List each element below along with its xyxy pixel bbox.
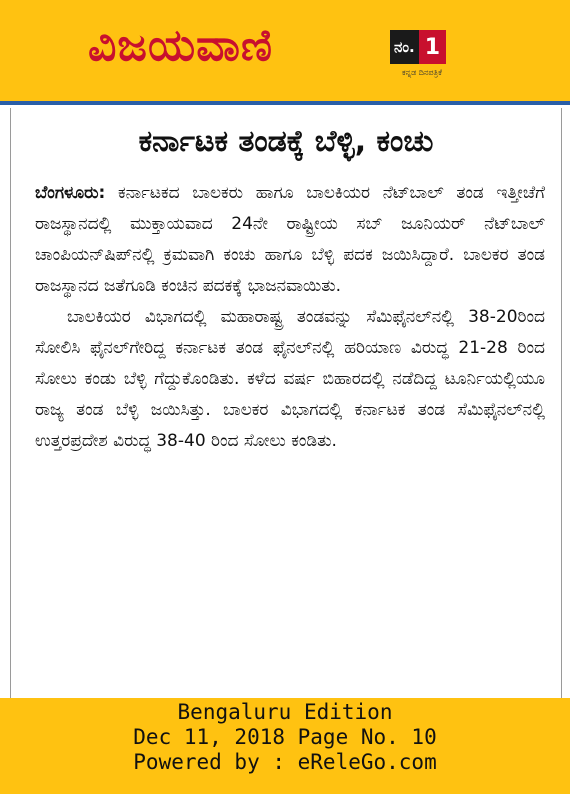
paragraph-2: ಬಾಲಕಿಯರ ವಿಭಾಗದಲ್ಲಿ ಮಹಾರಾಷ್ಟ್ರ ತಂಡವನ್ನು ಸೆಮಿಫೈನಲ್‌ನಲ್ಲಿ 38-20ರಿಂದ ಸೋಲಿಸಿ ಫೈನಲ್‌ಗೇರಿದ್ದ ಕರ್ನಾಟಕ ತಂಡ ಫೈನಲ್‌ನಲ್ಲಿ ಹರಿಯಾಣ ವಿರುದ್ಧ 21-28 ರಿಂದ ಸೋಲು ಕಂಡು ಬೆಳ್ಳಿ ಗೆದ್ದುಕೊಂಡಿತು. ಕಳೆದ ವರ್ಷ ಬಿಹಾರದಲ್ಲಿ ನಡೆದಿದ್ದ ಟೂರ್ನಿಯಲ್ಲಿಯೂ ರಾಜ್ಯ ತಂಡ ಬೆಳ್ಳಿ ಜಯಿಸಿತ್ತು. ಬಾಲಕರ ವಿಭಾಗದಲ್ಲಿ ಕರ್ನಾಟಕ ತಂಡ ಸೆಮಿಫೈನಲ್‌ನಲ್ಲಿ ಉತ್ತರಪ್ರದೇಶ ವಿರುದ್ಧ 38-40 ರಿಂದ ಸೋಲು ಕಂಡಿತು. (35, 307, 545, 451)
badge-number: 1 (419, 30, 446, 64)
edition-footer (0, 698, 570, 794)
date-page-label: Dec 11, 2018 Page No. 10 (133, 725, 437, 749)
paragraph-1-text: ಕರ್ನಾಟಕದ ಬಾಲಕರು ಹಾಗೂ ಬಾಲಕಿಯರ ನೆಟ್‌ಬಾಲ್ ತಂಡ ಇತ್ತೀಚೆಗೆ ರಾಜಸ್ಥಾನದಲ್ಲಿ ಮುಕ್ತಾಯವಾದ 24ನೇ ರಾಷ್ಟ್ರೀಯ ಸಬ್ ಜೂನಿಯರ್ ನೆಟ್‌ಬಾಲ್ ಚಾಂಪಿಯನ್‌ಷಿಪ್‌ನಲ್ಲಿ ಕ್ರಮವಾಗಿ ಕಂಚು ಹಾಗೂ ಬೆಳ್ಳಿ ಪದಕ ಜಯಿಸಿದ್ದಾರೆ. ಬಾಲಕರ ತಂಡ ರಾಜಸ್ಥಾನದ ಜತೆಗೂಡಿ ಕಂಚಿನ ಪದಕಕ್ಕೆ ಭಾಜನವಾಯಿತು. (35, 183, 545, 296)
number-one-badge (390, 30, 446, 64)
tagline: ಕನ್ನಡ ದಿನಪತ್ರಿಕೆ (402, 68, 443, 77)
article-clipping (10, 108, 562, 698)
masthead-divider (0, 101, 570, 105)
dateline: ಬೆಂಗಳೂರು: (35, 183, 106, 203)
edition-label: Bengaluru Edition (177, 700, 393, 724)
badge-text: ನಂ. (390, 30, 419, 64)
masthead (0, 0, 570, 101)
article-body (35, 178, 545, 457)
footer-text (0, 700, 570, 775)
powered-by-label: Powered by : eReleGo.com (133, 750, 437, 774)
newspaper-logo: ವಿಜಯವಾಣಿ (88, 20, 274, 71)
article-headline: ಕರ್ನಾಟಕ ತಂಡಕ್ಕೆ ಬೆಳ್ಳಿ, ಕಂಚು (138, 124, 434, 159)
paragraph-1 (35, 178, 545, 302)
